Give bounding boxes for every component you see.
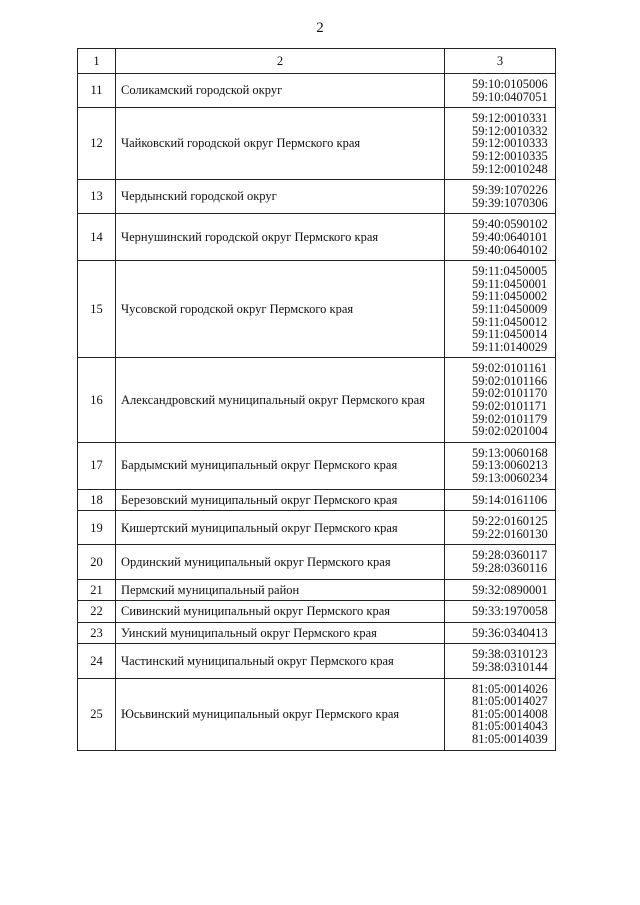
table-row	[78, 511, 556, 545]
row-number: 11	[78, 74, 116, 108]
row-number: 13	[78, 180, 116, 214]
cadastral-code: 59:38:0310144	[472, 659, 548, 674]
row-number: 12	[78, 108, 116, 180]
cadastral-table	[77, 48, 556, 751]
municipality-name: Чердынский городской округ	[116, 180, 445, 214]
cadastral-code: 59:11:0450005	[472, 264, 548, 279]
cadastral-code: 59:22:0160130	[472, 526, 548, 541]
municipality-name: Уинский муниципальный округ Пермского края	[116, 622, 445, 644]
cadastral-codes-cell	[445, 108, 556, 180]
cadastral-code: 59:02:0101161	[472, 361, 548, 376]
cadastral-code: 59:02:0101179	[472, 411, 548, 426]
row-number: 23	[78, 622, 116, 644]
cadastral-code: 59:02:0101171	[472, 399, 548, 414]
row-number: 17	[78, 442, 116, 489]
cadastral-code: 59:12:0010331	[472, 111, 548, 126]
cadastral-codes-cell	[445, 261, 556, 358]
cadastral-code: 59:28:0360117	[472, 548, 548, 563]
table-row	[78, 214, 556, 261]
cadastral-code: 59:13:0060213	[472, 458, 548, 473]
cadastral-code: 59:40:0590102	[472, 217, 548, 232]
row-number: 14	[78, 214, 116, 261]
column-header-name: 2	[116, 49, 445, 74]
cadastral-code: 59:38:0310123	[472, 647, 548, 662]
cadastral-code: 59:12:0010335	[472, 148, 548, 163]
municipality-name: Чайковский городской округ Пермского края	[116, 108, 445, 180]
cadastral-code: 59:28:0360116	[472, 561, 548, 575]
row-number: 16	[78, 358, 116, 443]
municipality-name: Бардымский муниципальный округ Пермского края	[116, 442, 445, 489]
cadastral-code: 59:33:1970058	[472, 604, 548, 619]
cadastral-code: 59:32:0890001	[472, 582, 548, 597]
cadastral-code: 59:12:0010332	[472, 123, 548, 138]
cadastral-code: 59:10:0105006	[472, 77, 548, 91]
cadastral-code: 59:11:0450014	[472, 327, 548, 342]
page-number: 2	[316, 20, 324, 36]
table-row	[78, 622, 556, 644]
cadastral-codes-cell	[445, 579, 556, 601]
cadastral-codes-cell	[445, 601, 556, 623]
table-row	[78, 489, 556, 511]
municipality-name: Юсьвинский муниципальный округ Пермского края	[116, 678, 445, 750]
cadastral-codes-cell	[445, 678, 556, 750]
row-number: 19	[78, 511, 116, 545]
municipality-name: Соликамский городской округ	[116, 74, 445, 108]
row-number: 15	[78, 261, 116, 358]
cadastral-codes-cell	[445, 622, 556, 644]
cadastral-code: 59:10:0407051	[472, 89, 548, 104]
cadastral-code: 59:12:0010333	[472, 136, 548, 151]
cadastral-code: 59:02:0101166	[472, 373, 548, 388]
cadastral-codes-cell	[445, 545, 556, 579]
municipality-name: Ординский муниципальный округ Пермского края	[116, 545, 445, 579]
cadastral-code: 81:05:0014039	[472, 731, 548, 746]
cadastral-code: 59:39:1070226	[472, 183, 548, 198]
table-row	[78, 74, 556, 108]
municipality-name: Березовский муниципальный округ Пермского края	[116, 489, 445, 511]
table-header-row	[78, 49, 556, 74]
municipality-name: Александровский муниципальный округ Пермского края	[116, 358, 445, 443]
cadastral-code: 59:40:0640102	[472, 242, 548, 257]
row-number: 25	[78, 678, 116, 750]
table-row	[78, 108, 556, 180]
table-row	[78, 358, 556, 443]
cadastral-codes-cell	[445, 180, 556, 214]
table-row	[78, 678, 556, 750]
cadastral-code: 59:13:0060168	[472, 445, 548, 460]
table-row	[78, 180, 556, 214]
table-row	[78, 261, 556, 358]
cadastral-code: 81:05:0014008	[472, 706, 548, 721]
cadastral-code: 59:02:0201004	[472, 424, 548, 439]
cadastral-codes-cell	[445, 511, 556, 545]
municipality-name: Кишертский муниципальный округ Пермского края	[116, 511, 445, 545]
row-number: 20	[78, 545, 116, 579]
municipality-name: Чусовской городской округ Пермского края	[116, 261, 445, 358]
cadastral-code: 81:05:0014027	[472, 694, 548, 709]
cadastral-code: 81:05:0014026	[472, 681, 548, 696]
cadastral-codes-cell	[445, 489, 556, 511]
cadastral-code: 59:22:0160125	[472, 514, 548, 529]
cadastral-code: 59:13:0060234	[472, 471, 548, 486]
cadastral-code: 59:39:1070306	[472, 195, 548, 210]
cadastral-code: 59:11:0450002	[472, 289, 548, 304]
cadastral-code: 81:05:0014043	[472, 719, 548, 734]
table-row	[78, 442, 556, 489]
cadastral-codes-cell	[445, 442, 556, 489]
row-number: 21	[78, 579, 116, 601]
cadastral-code: 59:40:0640101	[472, 229, 548, 244]
cadastral-code: 59:02:0101170	[472, 386, 548, 401]
cadastral-codes-cell	[445, 644, 556, 678]
column-header-codes: 3	[445, 49, 556, 74]
table-row	[78, 545, 556, 579]
table-row	[78, 579, 556, 601]
row-number: 18	[78, 489, 116, 511]
municipality-name: Сивинский муниципальный округ Пермского края	[116, 601, 445, 623]
cadastral-code: 59:12:0010248	[472, 161, 548, 176]
cadastral-codes-cell	[445, 358, 556, 443]
municipality-name: Частинский муниципальный округ Пермского края	[116, 644, 445, 678]
municipality-name: Чернушинский городской округ Пермского края	[116, 214, 445, 261]
cadastral-code: 59:14:0161106	[472, 492, 548, 507]
table-row	[78, 644, 556, 678]
cadastral-codes-cell	[445, 214, 556, 261]
cadastral-code: 59:11:0450012	[472, 314, 548, 329]
row-number: 24	[78, 644, 116, 678]
cadastral-code: 59:11:0450009	[472, 301, 548, 316]
cadastral-code: 59:36:0340413	[472, 625, 548, 640]
cadastral-codes-cell	[445, 74, 556, 108]
municipality-name: Пермский муниципальный район	[116, 579, 445, 601]
column-header-number: 1	[78, 49, 116, 74]
table-body	[78, 74, 556, 751]
table-row	[78, 601, 556, 623]
row-number: 22	[78, 601, 116, 623]
cadastral-code: 59:11:0140029	[472, 339, 548, 354]
cadastral-table-container	[77, 48, 555, 751]
cadastral-code: 59:11:0450001	[472, 276, 548, 291]
